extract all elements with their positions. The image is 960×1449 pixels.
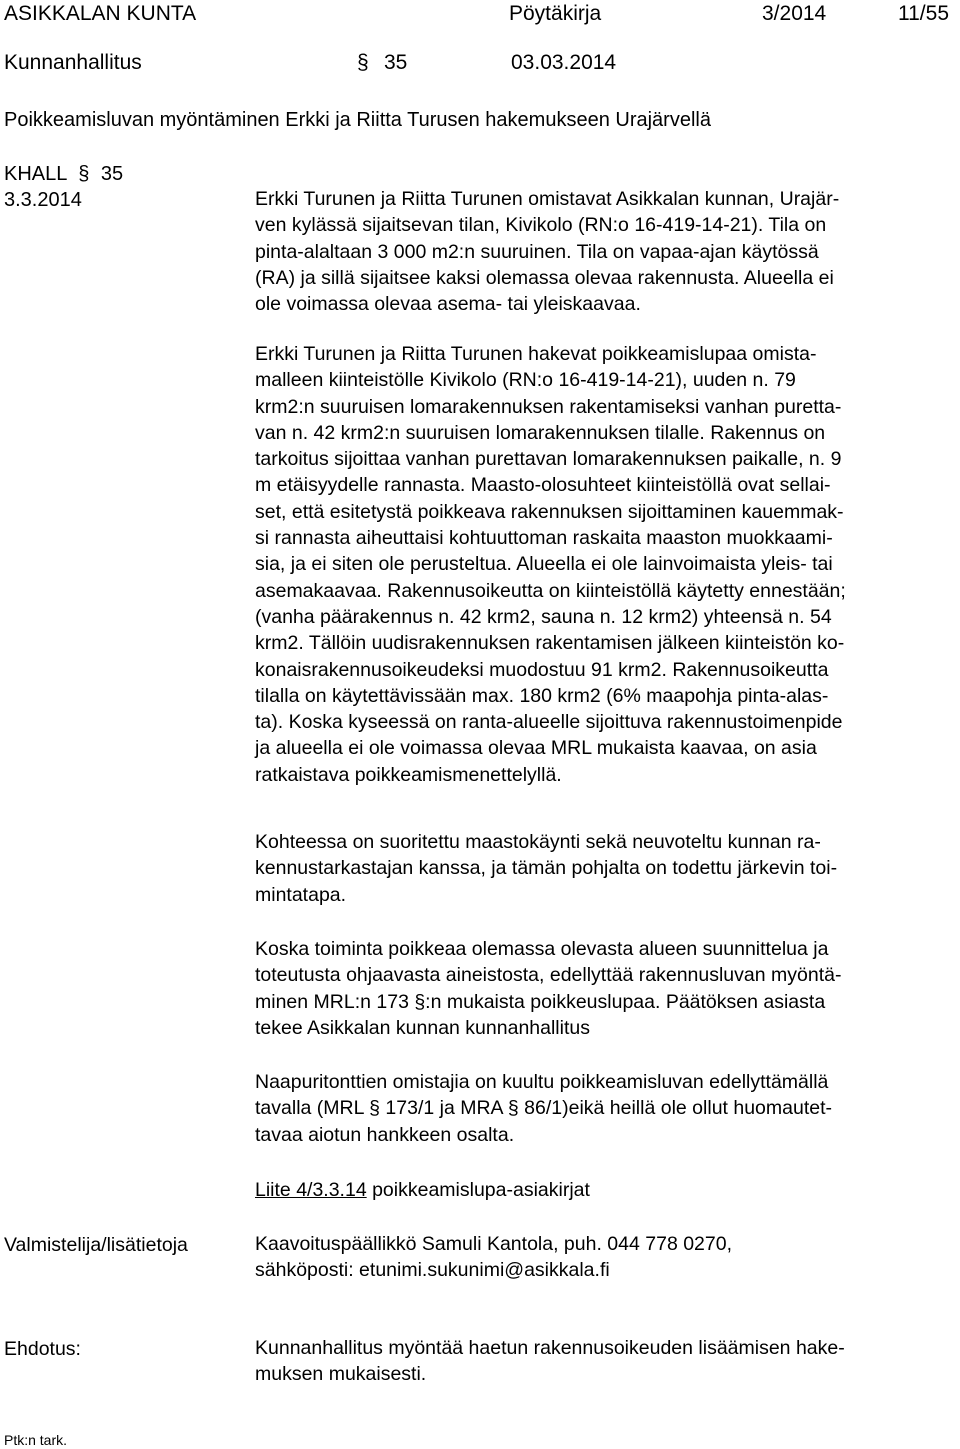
minutes-check-label: Ptk:n tark. bbox=[4, 1432, 68, 1448]
paragraph-line: ven kylässä sijaitsevan tilan, Kivikolo (RN:o 16-419-14-21). Tila on bbox=[255, 214, 827, 237]
proposal-line: Kunnanhallitus myöntää haetun rakennusoikeuden lisäämisen hake- bbox=[255, 1337, 845, 1359]
paragraph-line: ja alueella ei ole voimassa olevaa MRL mukaista kaavaa, on asia bbox=[255, 737, 817, 760]
section-number: 35 bbox=[384, 51, 408, 74]
paragraph-line: krm2:n suuruisen lomarakennuksen rakentamiseksi vanhan puretta- bbox=[255, 395, 842, 418]
section-sign-icon: § bbox=[357, 51, 369, 74]
paragraph-line: (vanha päärakennus n. 42 krm2, sauna n. 12 krm2) yhteensä n. 54 bbox=[255, 605, 832, 628]
paragraph-line: mintatapa. bbox=[255, 883, 347, 906]
proposal-line: muksen mukaisesti. bbox=[255, 1363, 427, 1386]
municipality-name: ASIKKALAN KUNTA bbox=[4, 2, 197, 25]
paragraph-line: konaisrakennusoikeudeksi muodostuu 91 krm2. Rakennusoikeutta bbox=[255, 658, 829, 681]
paragraph-line: tavalla (MRL § 173/1 ja MRA § 86/1)eikä heillä ole ollut huomautet- bbox=[255, 1097, 833, 1120]
paragraph-line: si rannasta aiheuttaisi kohtuuttoman raskaita maaston muokkaami- bbox=[255, 527, 833, 550]
paragraph-1 bbox=[255, 186, 953, 317]
paragraph-line: Koska toiminta poikkeaa olemassa olevasta alueen suunnittelua ja bbox=[255, 938, 829, 960]
paragraph-4 bbox=[255, 936, 953, 1041]
paragraph-line: tekee Asikkalan kunnan kunnanhallitus bbox=[255, 1016, 590, 1039]
preparer-info bbox=[255, 1231, 953, 1284]
attachment-link[interactable]: Liite 4/3.3.14 bbox=[255, 1179, 367, 1201]
attachment-text: poikkeamislupa-asiakirjat bbox=[366, 1179, 590, 1201]
ref-number: 35 bbox=[100, 163, 124, 185]
preparer-line: Kaavoituspäällikkö Samuli Kantola, puh. 044 778 0270, bbox=[255, 1233, 732, 1255]
paragraph-line: minen MRL:n 173 §:n mukaista poikkeuslupaa. Päätöksen asiasta bbox=[255, 990, 826, 1013]
ref-label bbox=[4, 164, 123, 184]
paragraph-line: pinta-alaltaan 3 000 m2:n suuruinen. Tila on vapaa-ajan käytössä bbox=[255, 240, 819, 263]
paragraph-line: m etäisyydelle rannasta. Maasto-olosuhteet kiinteistöllä ovat sellai- bbox=[255, 474, 831, 497]
paragraph-line: krm2. Tällöin uudisrakennuksen rakentamisen jälkeen kiinteistön ko- bbox=[255, 632, 845, 655]
ref-date: 3.3.2014 bbox=[4, 189, 82, 211]
proposal-text bbox=[255, 1335, 953, 1388]
paragraph-3 bbox=[255, 829, 953, 908]
paragraph-line: sia, ja ei siten ole perusteltua. Alueella ei ole lainvoimaista yleis- tai bbox=[255, 553, 833, 576]
preparer-email[interactable]: sähköposti: etunimi.sukunimi@asikkala.fi bbox=[255, 1259, 610, 1282]
paragraph-line: asemakaavaa. Rakennusoikeutta on kiinteistöllä käytetty ennestään; bbox=[255, 579, 846, 602]
paragraph-line: Erkki Turunen ja Riitta Turunen omistavat Asikkalan kunnan, Urajär- bbox=[255, 188, 840, 210]
paragraph-line: ta). Koska kyseessä on ranta-alueelle sijoittuva rakennustoimenpide bbox=[255, 711, 843, 734]
meeting-body: Kunnanhallitus bbox=[4, 51, 142, 74]
paragraph-line: tilalla on käytettävissään max. 180 krm2 (6% maapohja pinta-alas- bbox=[255, 684, 829, 707]
paragraph-line: kennustarkastajan kanssa, ja tämän pohjalta on todettu järkevin toi- bbox=[255, 857, 838, 880]
paragraph-line: ratkaistava poikkeamismenettelyllä. bbox=[255, 763, 562, 786]
document-type: Pöytäkirja bbox=[509, 2, 602, 25]
paragraph-line: ole voimassa olevaa asema- tai yleiskaavaa. bbox=[255, 293, 641, 316]
paragraph-line: (RA) ja sillä sijaitsee kaksi olemassa olevaa rakennusta. Alueella ei bbox=[255, 266, 834, 289]
page-title: Poikkeamisluvan myöntäminen Erkki ja Riitta Turusen hakemukseen Urajärvellä bbox=[4, 109, 711, 131]
document-number: 3/2014 bbox=[762, 2, 827, 25]
paragraph-line: malleen kiinteistölle Kivikolo (RN:o 16-419-14-21), uuden n. 79 bbox=[255, 369, 796, 392]
preparer-label: Valmistelija/lisätietoja bbox=[4, 1234, 188, 1256]
meeting-date: 03.03.2014 bbox=[511, 51, 617, 74]
paragraph-line: toteutusta ohjaavasta aineistosta, edellyttää rakennusluvan myöntä- bbox=[255, 964, 842, 987]
section-sign-icon: § bbox=[78, 163, 90, 185]
paragraph-line: van n. 42 krm2:n suuruisen lomarakennuksen tilalle. Rakennus on bbox=[255, 421, 826, 444]
paragraph-line: Kohteessa on suoritettu maastokäynti sekä neuvoteltu kunnan ra- bbox=[255, 831, 821, 853]
paragraph-line: tarkoitus sijoittaa vanhan purettavan lomarakennuksen paikalle, n. 9 bbox=[255, 448, 842, 471]
paragraph-line: tavaa aiotun hankkeen osalta. bbox=[255, 1123, 515, 1146]
paragraph-line: Erkki Turunen ja Riitta Turunen hakevat poikkeamislupaa omista- bbox=[255, 343, 817, 365]
ref-body: KHALL bbox=[4, 163, 67, 185]
paragraph-5 bbox=[255, 1069, 953, 1148]
page-number: 11/55 bbox=[898, 2, 949, 25]
paragraph-line: set, että esitetystä poikkeava rakennuksen sijoittaminen kauemmak- bbox=[255, 500, 844, 523]
paragraph-2 bbox=[255, 341, 953, 788]
proposal-label: Ehdotus: bbox=[4, 1338, 81, 1360]
paragraph-line: Naapuritonttien omistajia on kuultu poikkeamisluvan edellyttämällä bbox=[255, 1071, 829, 1093]
attachment-line bbox=[255, 1181, 590, 1201]
